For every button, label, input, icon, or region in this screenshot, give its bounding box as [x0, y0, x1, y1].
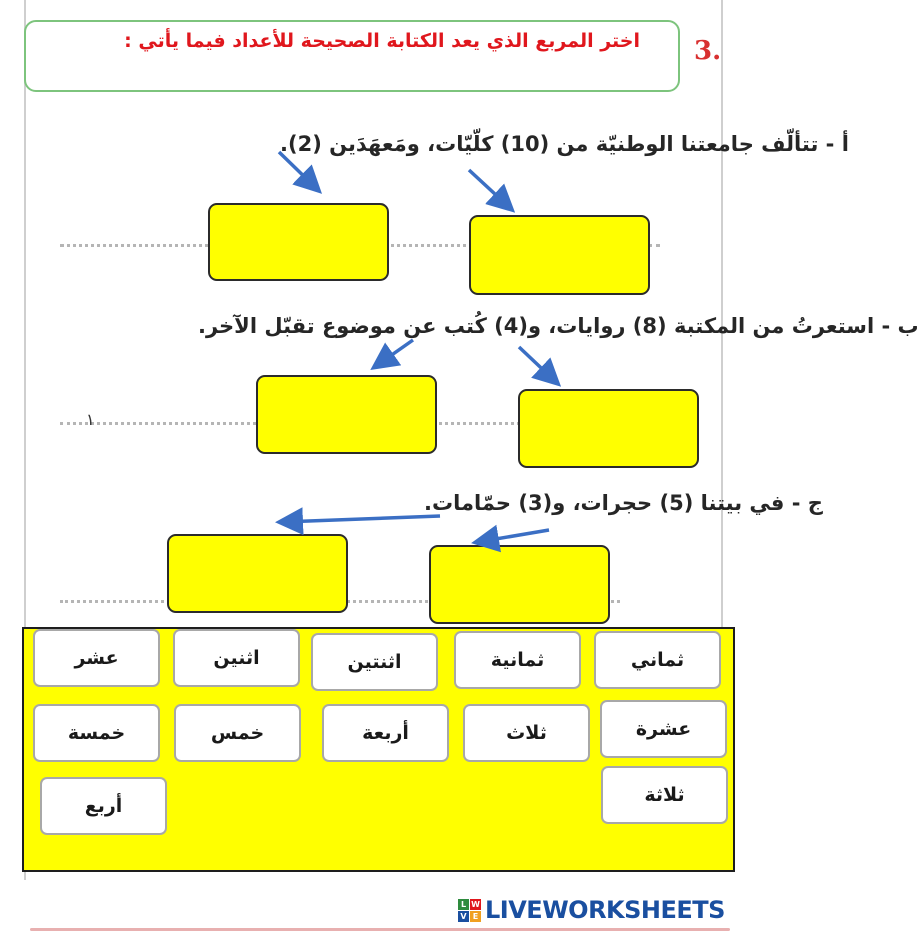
word-chip[interactable]: عشرة	[600, 700, 727, 758]
arrow-b-left	[376, 340, 413, 366]
word-chip[interactable]: ثلاث	[463, 704, 590, 762]
arrow-c-left	[282, 516, 440, 522]
arrow-b-right	[519, 347, 556, 382]
question-number: 3.	[694, 36, 722, 66]
sentence-a: أ - تتألّف جامعتنا الوطنيّة من (10) كلّيّات، ومَعهَدَين (2).	[280, 132, 849, 156]
word-chip[interactable]: أربع	[40, 777, 167, 835]
word-chip[interactable]: عشر	[33, 629, 160, 687]
word-chip[interactable]: اثنتين	[311, 633, 438, 691]
sentence-b: ب - استعرتُ من المكتبة (8) روايات، و(4) كُتب عن موضوع تقبّل الآخر.	[198, 314, 919, 338]
instruction-text: اختر المربع الذي يعد الكتابة الصحيحة للأعداد فيما يأتي :	[124, 30, 640, 52]
word-chip[interactable]: ثمانية	[454, 631, 581, 689]
word-chip[interactable]: ثلاثة	[601, 766, 728, 824]
arrow-a-right	[469, 170, 510, 208]
arrow-c-right	[478, 530, 549, 542]
liveworksheets-logo	[458, 896, 725, 924]
word-chip[interactable]: خمس	[174, 704, 301, 762]
stray-mark: ١	[86, 410, 95, 429]
arrow-a-left	[279, 152, 317, 189]
bottom-divider	[30, 928, 730, 931]
word-chip[interactable]: ثماني	[594, 631, 721, 689]
word-chip[interactable]: أربعة	[322, 704, 449, 762]
logo-icon: L W V E	[458, 899, 481, 922]
brand-name: LIVEWORKSHEETS	[485, 896, 725, 924]
word-chip[interactable]: خمسة	[33, 704, 160, 762]
word-chip[interactable]: اثنين	[173, 629, 300, 687]
sentence-c: ج - في بيتنا (5) حجرات، و(3) حمّامات.	[424, 491, 823, 515]
